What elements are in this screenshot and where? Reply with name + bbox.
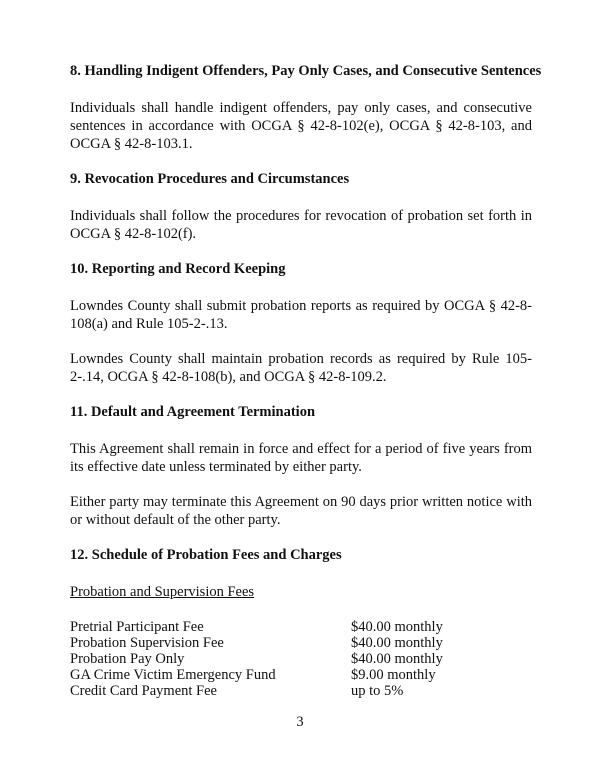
fee-name: Probation Pay Only (70, 651, 185, 667)
section-11-paragraph-1: This Agreement shall remain in force and effect for a period of five years from its effective date unless terminated by either party. (70, 441, 532, 475)
section-11-paragraph-2: Either party may terminate this Agreement on 90 days prior written notice with or without default of the other party. (70, 494, 532, 528)
section-10-paragraph-1: Lowndes County shall submit probation reports as required by OCGA § 42-8-108(a) and Rule 105-2-.13. (70, 298, 532, 332)
section-8-heading: 8. Handling Indigent Offenders, Pay Only Cases, and Consecutive Sentences (70, 63, 542, 79)
fee-row (70, 651, 443, 667)
fee-row (70, 635, 443, 651)
fee-name: Probation Supervision Fee (70, 635, 224, 651)
fee-row (70, 683, 443, 699)
section-10-heading: 10. Reporting and Record Keeping (70, 261, 286, 277)
section-9-paragraph: Individuals shall follow the procedures for revocation of probation set forth in OCGA § 42-8-102(f). (70, 208, 532, 242)
fee-row (70, 667, 443, 683)
fee-name: GA Crime Victim Emergency Fund (70, 667, 276, 683)
fee-row (70, 619, 443, 635)
fee-amount: up to 5% (351, 683, 404, 699)
fee-name: Credit Card Payment Fee (70, 683, 217, 699)
fee-amount: $40.00 monthly (351, 619, 443, 635)
section-10-paragraph-2: Lowndes County shall maintain probation records as required by Rule 105-2-.14, OCGA § 42-8-108(b), and OCGA § 42-8-109.2. (70, 351, 532, 385)
section-11-heading: 11. Default and Agreement Termination (70, 404, 316, 420)
fee-amount: $40.00 monthly (351, 651, 443, 667)
fees-subheading: Probation and Supervision Fees (70, 584, 255, 600)
page-number: 3 (296, 714, 304, 730)
section-12-heading: 12. Schedule of Probation Fees and Charges (70, 547, 342, 563)
fee-schedule-table (70, 619, 443, 699)
section-9-heading: 9. Revocation Procedures and Circumstances (70, 171, 350, 187)
document-page (70, 62, 542, 699)
section-8-paragraph: Individuals shall handle indigent offenders, pay only cases, and consecutive sentences in accordance with OCGA § 42-8-102(e), OCGA § 42-8-103, and OCGA § 42-8-103.1. (70, 100, 532, 152)
fee-amount: $9.00 monthly (351, 667, 436, 683)
fee-amount: $40.00 monthly (351, 635, 443, 651)
fee-name: Pretrial Participant Fee (70, 619, 204, 635)
